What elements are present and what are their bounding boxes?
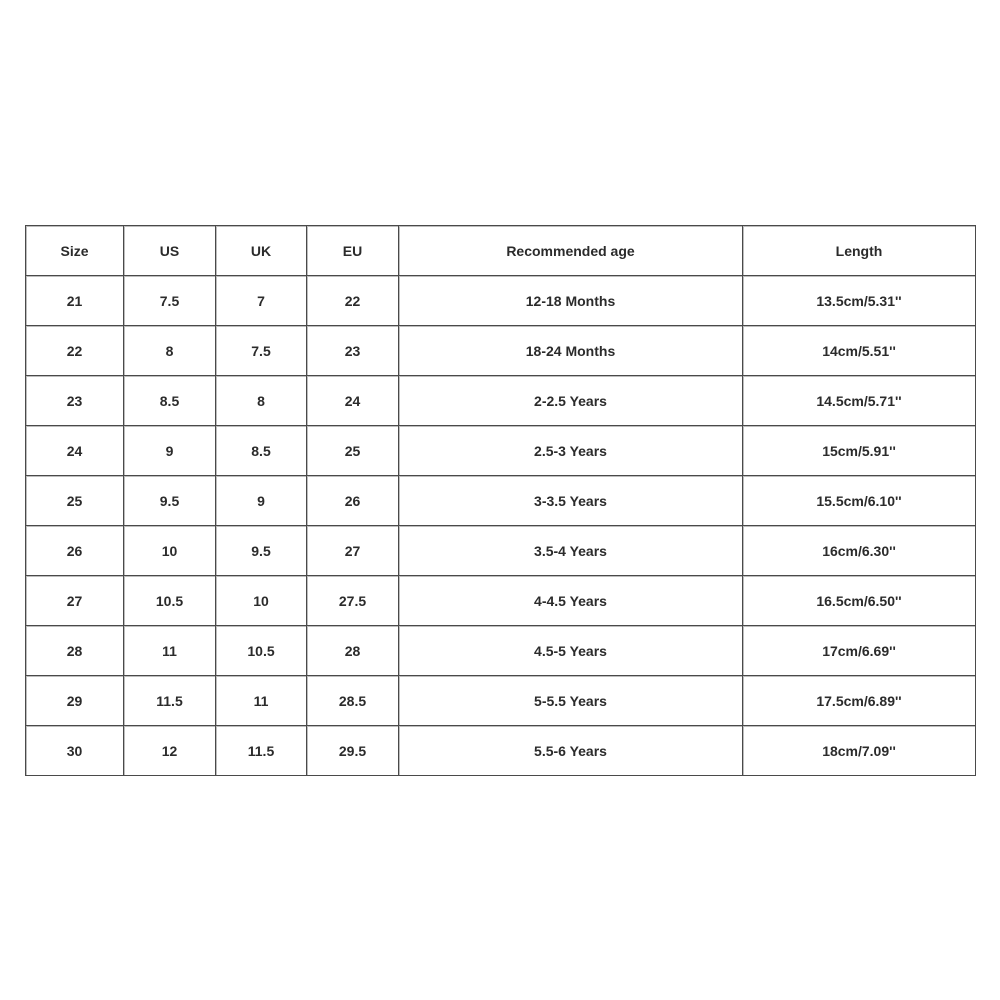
cell-recommended-age: 2.5-3 Years <box>399 426 743 476</box>
cell-us: 12 <box>124 726 216 776</box>
cell-us: 10 <box>124 526 216 576</box>
cell-length: 15cm/5.91'' <box>743 426 976 476</box>
cell-uk: 8.5 <box>216 426 307 476</box>
cell-recommended-age: 4-4.5 Years <box>399 576 743 626</box>
cell-length: 14.5cm/5.71'' <box>743 376 976 426</box>
cell-size: 22 <box>26 326 124 376</box>
cell-uk: 8 <box>216 376 307 426</box>
cell-eu: 24 <box>307 376 399 426</box>
table-row <box>26 476 976 526</box>
header-us: US <box>124 226 216 276</box>
cell-recommended-age: 4.5-5 Years <box>399 626 743 676</box>
cell-eu: 25 <box>307 426 399 476</box>
cell-us: 8 <box>124 326 216 376</box>
cell-length: 16.5cm/6.50'' <box>743 576 976 626</box>
cell-eu: 28.5 <box>307 676 399 726</box>
header-size: Size <box>26 226 124 276</box>
cell-us: 9.5 <box>124 476 216 526</box>
cell-eu: 22 <box>307 276 399 326</box>
cell-eu: 27.5 <box>307 576 399 626</box>
table-row <box>26 626 976 676</box>
cell-eu: 28 <box>307 626 399 676</box>
cell-length: 14cm/5.51'' <box>743 326 976 376</box>
cell-recommended-age: 2-2.5 Years <box>399 376 743 426</box>
cell-length: 18cm/7.09'' <box>743 726 976 776</box>
size-table <box>25 225 976 776</box>
cell-recommended-age: 18-24 Months <box>399 326 743 376</box>
cell-us: 11.5 <box>124 676 216 726</box>
cell-size: 26 <box>26 526 124 576</box>
cell-size: 30 <box>26 726 124 776</box>
cell-recommended-age: 3.5-4 Years <box>399 526 743 576</box>
cell-uk: 9 <box>216 476 307 526</box>
cell-uk: 7.5 <box>216 326 307 376</box>
header-eu: EU <box>307 226 399 276</box>
cell-size: 28 <box>26 626 124 676</box>
cell-recommended-age: 5.5-6 Years <box>399 726 743 776</box>
cell-us: 9 <box>124 426 216 476</box>
cell-uk: 10 <box>216 576 307 626</box>
table-row <box>26 276 976 326</box>
cell-recommended-age: 5-5.5 Years <box>399 676 743 726</box>
cell-size: 27 <box>26 576 124 626</box>
cell-size: 24 <box>26 426 124 476</box>
cell-us: 8.5 <box>124 376 216 426</box>
cell-uk: 9.5 <box>216 526 307 576</box>
cell-eu: 29.5 <box>307 726 399 776</box>
cell-us: 10.5 <box>124 576 216 626</box>
cell-recommended-age: 12-18 Months <box>399 276 743 326</box>
cell-us: 7.5 <box>124 276 216 326</box>
table-row <box>26 576 976 626</box>
cell-eu: 23 <box>307 326 399 376</box>
table-row <box>26 426 976 476</box>
cell-uk: 11.5 <box>216 726 307 776</box>
table-row <box>26 676 976 726</box>
cell-uk: 11 <box>216 676 307 726</box>
table-row <box>26 726 976 776</box>
header-uk: UK <box>216 226 307 276</box>
cell-length: 17.5cm/6.89'' <box>743 676 976 726</box>
cell-recommended-age: 3-3.5 Years <box>399 476 743 526</box>
cell-length: 13.5cm/5.31'' <box>743 276 976 326</box>
table-row <box>26 326 976 376</box>
cell-us: 11 <box>124 626 216 676</box>
cell-uk: 7 <box>216 276 307 326</box>
table-header-row <box>26 226 976 276</box>
cell-uk: 10.5 <box>216 626 307 676</box>
cell-size: 21 <box>26 276 124 326</box>
table-row <box>26 376 976 426</box>
cell-size: 23 <box>26 376 124 426</box>
cell-size: 29 <box>26 676 124 726</box>
cell-size: 25 <box>26 476 124 526</box>
header-length: Length <box>743 226 976 276</box>
cell-length: 16cm/6.30'' <box>743 526 976 576</box>
cell-eu: 26 <box>307 476 399 526</box>
cell-length: 15.5cm/6.10'' <box>743 476 976 526</box>
size-chart <box>25 225 975 776</box>
cell-eu: 27 <box>307 526 399 576</box>
cell-length: 17cm/6.69'' <box>743 626 976 676</box>
table-row <box>26 526 976 576</box>
header-recommended-age: Recommended age <box>399 226 743 276</box>
